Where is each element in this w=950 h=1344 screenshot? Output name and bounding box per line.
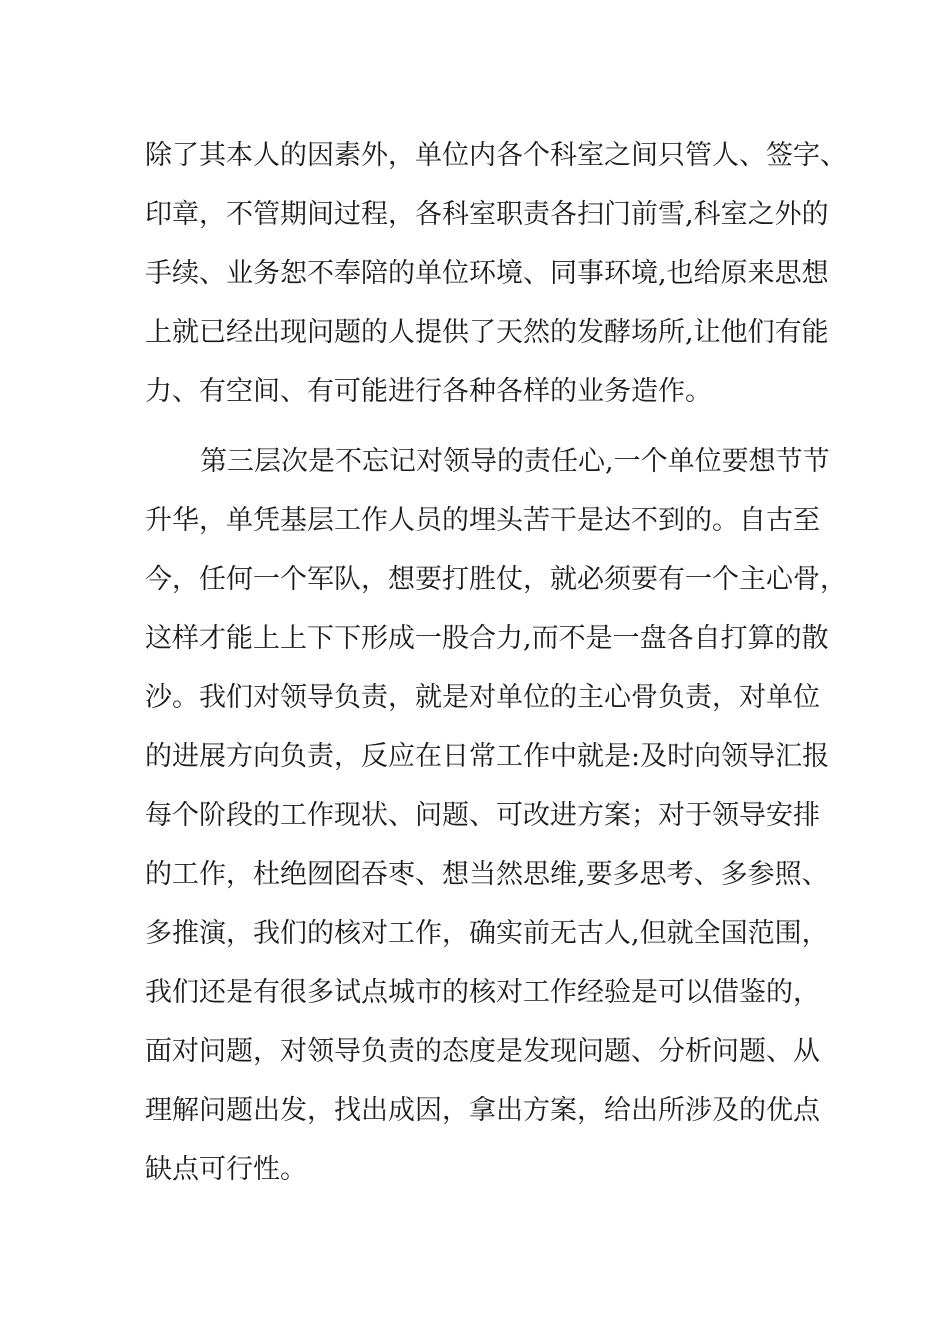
paragraph-2-line-1: 第三层次是不忘记对领导的责任心,一个单位要想节节 (200, 446, 830, 477)
paragraph-2-line-4: 这样才能上上下下形成一股合力,而不是一盘各自打算的散 (145, 623, 829, 654)
paragraph-2-line-12: 理解问题出发，找出成因，拿出方案，给出所涉及的优点 (145, 1095, 820, 1126)
paragraph-2-line-8: 的工作，杜绝囫囵吞枣、想当然思维,要多思考、多参照、 (145, 859, 829, 890)
paragraph-1-line-3: 手续、业务恕不奉陪的单位环境、同事环境,也给原来思想 (145, 258, 829, 289)
paragraph-2-line-9: 多推演，我们的核对工作，确实前无古人,但就全国范围， (145, 918, 829, 949)
paragraph-2-line-13: 缺点可行性。 (145, 1154, 307, 1185)
paragraph-2-line-11: 面对问题，对领导负责的态度是发现问题、分析问题、从 (145, 1036, 820, 1067)
paragraph-2-line-10: 我们还是有很多试点城市的核对工作经验是可以借鉴的， (145, 977, 820, 1008)
paragraph-1-line-5: 力、有空间、有可能进行各种各样的业务造作。 (145, 376, 712, 407)
paragraph-2-line-3: 今，任何一个军队，想要打胜仗，就必须要有一个主心骨， (145, 564, 847, 595)
paragraph-1-line-1: 除了其本人的因素外，单位内各个科室之间只管人、签字、 (145, 140, 847, 171)
paragraph-2-line-6: 的进展方向负责，反应在日常工作中就是:及时向领导汇报 (145, 741, 830, 772)
paragraph-1-line-2: 印章，不管期间过程，各科室职责各扫门前雪,科室之外的 (145, 199, 829, 230)
paragraph-2-line-5: 沙。我们对领导负责，就是对单位的主心骨负责，对单位 (145, 682, 820, 713)
paragraph-2-line-7: 每个阶段的工作现状、问题、可改进方案；对于领导安排 (145, 800, 820, 831)
paragraph-2-line-2: 升华，单凭基层工作人员的埋头苦干是达不到的。自古至 (145, 505, 820, 536)
paragraph-1-line-4: 上就已经出现问题的人提供了天然的发酵场所,让他们有能 (145, 317, 829, 348)
